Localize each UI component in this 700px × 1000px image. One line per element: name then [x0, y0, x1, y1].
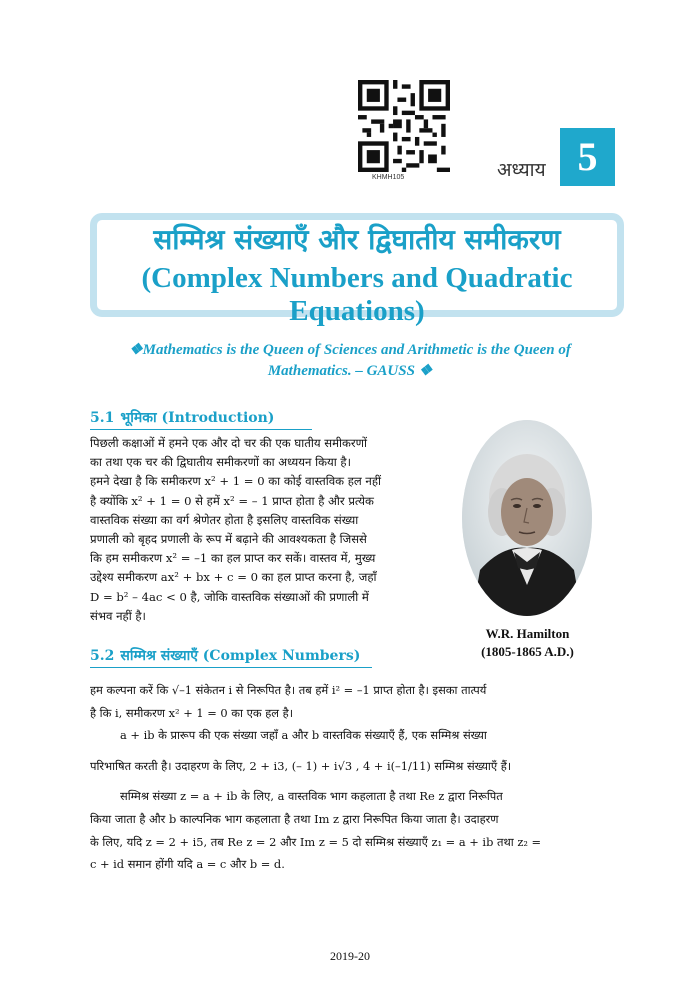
text-line: है कि i, समीकरण x² + 1 = 0 का एक हल है। [90, 705, 294, 720]
text-line: परिभाषित करती है। उदाहरण के लिए, 2 + i3, (– 1) + i√3 , 4 + i(–1/11) सम्मिश्र संख्याएँ हैं। [90, 758, 512, 773]
text-line: c + id समान होंगी यदि a = c और b = d. [90, 857, 285, 872]
text-line: प्रणाली को बृहद प्रणाली के रूप में बढ़ाने की आवश्यकता है जिससे [90, 532, 367, 547]
section-underline [90, 667, 372, 668]
text-line: है क्योंकि x² + 1 = 0 से हमें x² = – 1 प्राप्त होता है और प्रत्येक [90, 493, 374, 508]
intro-paragraph [90, 434, 452, 626]
text-line: सम्मिश्र संख्या z = a + ib के लिए, a वास्तविक भाग कहलाता है तथा Re z द्वारा निरूपित [120, 789, 503, 804]
text-line: कि हम समीकरण x² = –1 का हल प्राप्त कर सकें। वास्तव में, मुख्य [90, 551, 376, 566]
section-title: सम्मिश्र संख्याएँ (Complex Numbers) [120, 648, 361, 664]
text-line: किया जाता है और b काल्पनिक भाग कहलाता है तथा Im z द्वारा निरूपित किया जाता है। उदाहरण [90, 811, 499, 826]
caption-name: W.R. Hamilton [485, 626, 570, 641]
chapter-number: 5 [560, 128, 615, 186]
chapter-title-english: (Complex Numbers and Quadratic Equations) [141, 262, 573, 327]
qr-code [358, 80, 450, 172]
qr-code-label: KHMH105 [372, 174, 405, 181]
text-line: उद्देश्य समीकरण ax² + bx + c = 0 का हल प्राप्त करना है, जहाँ [90, 570, 377, 585]
chapter-title-hindi: सम्मिश्र संख्याएँ और द्विघातीय समीकरण [153, 223, 561, 256]
section-number: 5.2 [90, 648, 115, 664]
hamilton-portrait [462, 420, 592, 616]
text-line: D = b² – 4ac < 0 है, जोकि वास्तविक संख्याओं की प्रणाली में [90, 589, 369, 604]
section-number: 5.1 [90, 410, 115, 426]
quote-line: ❖Mathematics is the Queen of Sciences and Arithmetic is the Queen of [129, 342, 571, 358]
text-line: वास्तविक संख्या का वर्ग श्रेणेतर होता है इसलिए वास्तविक संख्या [90, 512, 359, 527]
text-line: हम कल्पना करें कि √–1 संकेतन i से निरूपित है। तब हमें i² = –1 प्राप्त होता है। इसका तात्पर्य [90, 683, 487, 697]
page-footer-year: 2019-20 [330, 949, 370, 963]
chapter-label: अध्याय [497, 160, 546, 181]
text-line: के लिए, यदि z = 2 + i5, तब Re z = 2 और Im z = 5 दो सम्मिश्र संख्याएँ z₁ = a + ib तथा z₂ = [90, 834, 542, 849]
portrait-caption [440, 625, 615, 661]
section-title: भूमिका (Introduction) [120, 410, 275, 426]
section-heading-complex-numbers [90, 646, 360, 665]
section-underline [90, 429, 312, 430]
text-line: पिछली कक्षाओं में हमने एक और दो चर की एक घातीय समीकरणों [90, 436, 368, 450]
text-line: a + ib के प्रारूप की एक संख्या जहाँ a और b वास्तविक संख्याएँ हैं, एक सम्मिश्र संख्या [120, 728, 487, 743]
section-heading-introduction [90, 408, 274, 427]
complex-numbers-paragraph [90, 679, 610, 876]
text-line: हमने देखा है कि समीकरण x² + 1 = 0 का कोई वास्तविक हल नहीं [90, 474, 382, 489]
text-line: का तथा एक चर की द्विघातीय समीकरणों का अध्ययन किया है। [90, 455, 351, 470]
caption-years: (1805-1865 A.D.) [481, 644, 574, 659]
quote-line: Mathematics. – GAUSS ❖ [267, 363, 433, 379]
epigraph-quote [100, 340, 600, 382]
text-line: संभव नहीं है। [90, 608, 146, 623]
portrait-image [462, 420, 592, 616]
